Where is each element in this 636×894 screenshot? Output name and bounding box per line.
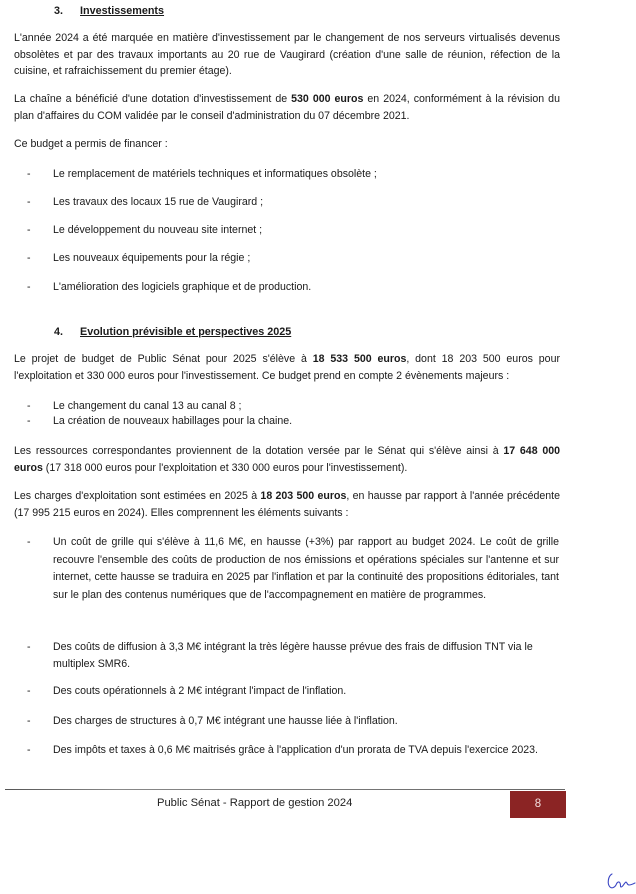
section-number: 3. bbox=[54, 5, 64, 17]
text: Les charges d'exploitation sont estimées en 2025 à bbox=[14, 490, 261, 502]
paragraph-investment-summary: L'année 2024 a été marquée en matière d'investissement par le changement de nos serveurs virtualisés devenus obsolètes et par des travaux importants au 20 rue de Vaugirard (création d'une salle de réunion, réfection de la cuisine, et rafraichissement du premier étage). bbox=[14, 32, 560, 77]
text: en 2024, conformément à la révision du plan d'affaires du COM validée par le conseil d'administration du 07 décembre 2021. bbox=[14, 93, 560, 122]
list-item-text: La création de nouveaux habillages pour la chaine. bbox=[53, 415, 293, 427]
dash-bullet: - bbox=[27, 196, 31, 208]
paragraph-budget-2025 bbox=[14, 351, 560, 384]
list-item-text: Le développement du nouveau site internet ; bbox=[53, 224, 263, 236]
list-item-text: Des impôts et taxes à 0,6 M€ maitrisés grâce à l'application d'un prorata de TVA depuis l'exercice 2023. bbox=[53, 744, 539, 756]
paragraph-operating-charges bbox=[14, 488, 560, 521]
list-item-text: Les travaux des locaux 15 rue de Vaugirard ; bbox=[53, 196, 264, 208]
paragraph-financing-intro: Ce budget a permis de financer : bbox=[14, 138, 168, 150]
paragraph-resources bbox=[14, 443, 560, 476]
footer-divider bbox=[5, 789, 565, 790]
dash-bullet: - bbox=[27, 641, 31, 653]
handwritten-initials-icon bbox=[604, 868, 636, 892]
section-heading-perspectives bbox=[54, 324, 291, 341]
dash-bullet: - bbox=[27, 715, 31, 727]
dash-bullet: - bbox=[27, 685, 31, 697]
list-item-text: Un coût de grille qui s'élève à 11,6 M€, en hausse (+3%) par rapport au budget 2024. Le coût de grille recouvre l'ensemble des coûts de production de nos émissions et opérations spéciales sur l'antenne et sur internet, cette hausse se traduira en 2025 par l'inflation et par la continuité des propositions éditoriales, tant sur le plan des contenus numériques que de l'accompagnement en matière de programmes. bbox=[53, 536, 559, 601]
dash-bullet: - bbox=[27, 224, 31, 236]
list-item-text: Des couts opérationnels à 2 M€ intégrant l'impact de l'inflation. bbox=[53, 685, 347, 697]
dash-bullet: - bbox=[27, 744, 31, 756]
list-item-text: L'amélioration des logiciels graphique et de production. bbox=[53, 281, 312, 293]
section-title: Evolution prévisible et perspectives 2025 bbox=[80, 326, 292, 338]
footer-title: Public Sénat - Rapport de gestion 2024 bbox=[157, 797, 353, 809]
dash-bullet: - bbox=[27, 252, 31, 264]
dash-bullet: - bbox=[27, 281, 31, 293]
text: Le projet de budget de Public Sénat pour 2025 s'élève à bbox=[14, 353, 313, 365]
text: , dont 18 203 500 euros pour l'exploitation et 330 000 euros pour l'investissement. Ce budget prend en compte 2 évènements majeurs : bbox=[14, 353, 560, 382]
dash-bullet: - bbox=[27, 400, 31, 412]
section-heading-investissements bbox=[54, 3, 164, 20]
list-item-text: Le changement du canal 13 au canal 8 ; bbox=[53, 400, 242, 412]
text: Les ressources correspondantes proviennent de la dotation versée par le Sénat qui s'élève ainsi à bbox=[14, 445, 504, 457]
page-number-badge: 8 bbox=[510, 791, 566, 818]
amount-bold: 17 648 000 euros bbox=[14, 445, 560, 474]
text: , en hausse par rapport à l'année précédente (17 995 215 euros en 2024). Elles comprennent les éléments suivants : bbox=[14, 490, 561, 519]
dash-bullet: - bbox=[27, 168, 31, 180]
list-item-text: Le remplacement de matériels techniques et informatiques obsolète ; bbox=[53, 168, 377, 180]
amount-bold: 530 000 euros bbox=[291, 93, 364, 105]
section-number: 4. bbox=[54, 326, 64, 338]
list-item-text: Des charges de structures à 0,7 M€ intégrant une hausse liée à l'inflation. bbox=[53, 715, 398, 727]
amount-bold: 18 203 500 euros bbox=[260, 490, 347, 502]
dash-bullet: - bbox=[27, 415, 31, 427]
text: La chaîne a bénéficié d'une dotation d'investissement de bbox=[14, 93, 292, 105]
dash-bullet: - bbox=[27, 536, 31, 548]
text: (17 318 000 euros pour l'exploitation et 330 000 euros pour l'investissement). bbox=[42, 461, 408, 474]
list-item-text: Des coûts de diffusion à 3,3 M€ intégrant la très légère hausse prévue des frais de diffusion TNT via le multiplex SMR6. bbox=[53, 641, 533, 670]
amount-bold: 18 533 500 euros bbox=[312, 353, 407, 365]
paragraph-investment-grant bbox=[14, 91, 560, 124]
list-item-text: Les nouveaux équipements pour la régie ; bbox=[53, 252, 251, 264]
section-title: Investissements bbox=[80, 5, 165, 17]
